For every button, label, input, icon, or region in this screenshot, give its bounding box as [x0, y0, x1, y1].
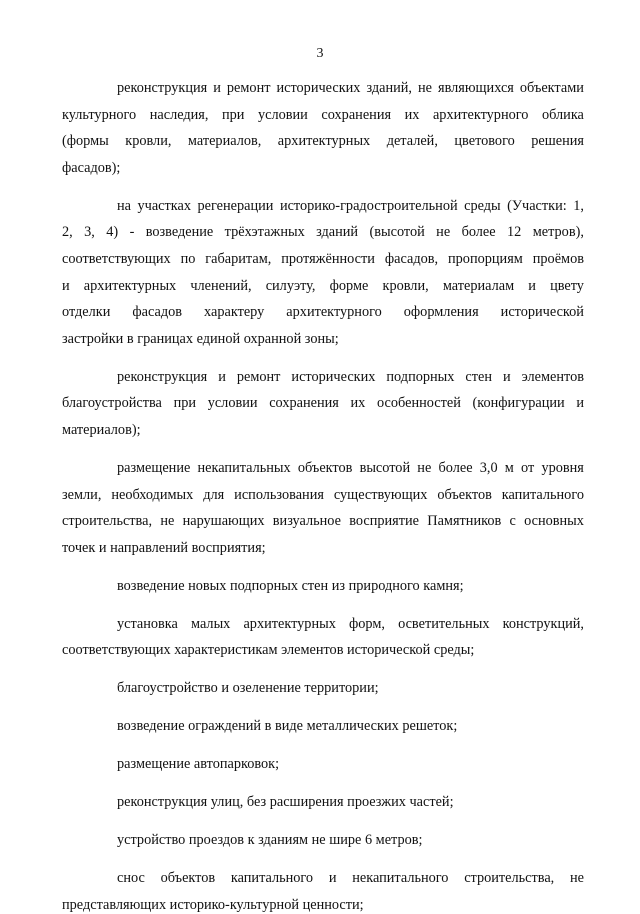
- word: м: [504, 460, 514, 476]
- word: необходимых: [111, 487, 194, 503]
- word: и: [218, 369, 226, 385]
- word: стен: [465, 369, 492, 385]
- word: соответствующих: [62, 251, 171, 267]
- word: 3,0: [479, 460, 498, 476]
- word: для: [203, 487, 225, 503]
- word: архитектурного: [286, 304, 382, 320]
- word: 12: [507, 224, 522, 240]
- text-line: [62, 394, 584, 412]
- word: участках: [137, 198, 191, 214]
- word: зданий,: [366, 80, 413, 96]
- word: отделки: [62, 304, 111, 320]
- word: некапитальных: [197, 460, 291, 476]
- word: капитального: [501, 487, 584, 503]
- word: капитального: [230, 870, 314, 886]
- word: исторических: [276, 80, 361, 96]
- word: не: [418, 80, 433, 96]
- word: цветового: [454, 133, 515, 149]
- word: их: [350, 395, 366, 411]
- text-line: [117, 368, 584, 386]
- word: решения: [531, 133, 584, 149]
- text-line: [62, 486, 584, 504]
- text-line: устройство проездов к зданиям не шире 6 метров;: [117, 832, 423, 848]
- word: и: [328, 870, 337, 886]
- word: регенерации: [197, 198, 274, 214]
- word: существующих: [333, 487, 428, 503]
- text-line: реконструкция улиц, без расширения проезжих частей;: [117, 794, 454, 810]
- text-line: [117, 79, 584, 97]
- text-line: [62, 106, 584, 124]
- word: при: [222, 107, 245, 123]
- word: габаритам,: [205, 251, 272, 267]
- word: реконструкция: [117, 369, 208, 385]
- word: деталей,: [386, 133, 438, 149]
- word: материалам: [442, 278, 515, 294]
- word: среды: [464, 198, 501, 214]
- text-line: застройки в границах единой охранной зоны;: [62, 331, 339, 347]
- word: материалов,: [187, 133, 262, 149]
- text-line: [62, 132, 584, 150]
- word: визуальное: [272, 513, 341, 529]
- word: трёхэтажных: [224, 224, 305, 240]
- word: ремонт: [226, 80, 271, 96]
- word: фасадов: [132, 304, 183, 320]
- word: благоустройства: [62, 395, 162, 411]
- text-line: [62, 250, 584, 268]
- word: некапитального: [352, 870, 449, 886]
- word: культурного: [62, 107, 137, 123]
- word: характеру: [204, 304, 265, 320]
- word: уровня: [541, 460, 584, 476]
- page-number: 3: [316, 46, 324, 61]
- word: фасадов,: [384, 251, 439, 267]
- word: сохранения: [321, 107, 392, 123]
- word: форме: [329, 278, 369, 294]
- word: от: [521, 460, 535, 476]
- word: при: [173, 395, 197, 411]
- word: с: [509, 513, 516, 529]
- text-line: возведение новых подпорных стен из природного камня;: [117, 578, 464, 594]
- word: метров),: [532, 224, 584, 240]
- text-line: [117, 459, 584, 477]
- text-line: [62, 223, 584, 241]
- word: их: [404, 107, 420, 123]
- word: силуэту,: [265, 278, 316, 294]
- word: зданий: [316, 224, 359, 240]
- text-line: [117, 197, 584, 215]
- word: объектов: [160, 870, 216, 886]
- word: осветительных: [398, 616, 490, 632]
- word: и: [576, 395, 584, 411]
- word: (высотой: [369, 224, 425, 240]
- word: (Участки:: [507, 198, 567, 214]
- word: 2,: [62, 224, 73, 240]
- text-line: благоустройство и озеленение территории;: [117, 680, 379, 696]
- text-line: соответствующих характеристикам элементов исторической среды;: [62, 642, 475, 658]
- text-line: точек и направлений восприятия;: [62, 540, 266, 556]
- word: земли,: [62, 487, 102, 503]
- word: Памятников: [427, 513, 502, 529]
- word: объектами: [519, 80, 584, 96]
- word: и: [502, 369, 511, 385]
- word: исторической: [500, 304, 584, 320]
- word: более: [438, 460, 473, 476]
- word: ремонт: [236, 369, 281, 385]
- text-line: [117, 869, 584, 887]
- word: не: [570, 870, 584, 886]
- word: пропорциям: [448, 251, 523, 267]
- word: конструкций,: [502, 616, 584, 632]
- word: архитектурных: [277, 133, 371, 149]
- word: и: [62, 278, 70, 294]
- word: 4): [106, 224, 119, 240]
- word: кровли,: [125, 133, 172, 149]
- word: более: [461, 224, 496, 240]
- text-line: фасадов);: [62, 160, 121, 176]
- word: проёмов: [532, 251, 584, 267]
- word: протяжённости: [281, 251, 375, 267]
- word: элементов: [521, 369, 584, 385]
- word: 1,: [573, 198, 584, 214]
- word: восприятие: [349, 513, 419, 529]
- word: размещение: [117, 460, 191, 476]
- word: 3,: [84, 224, 95, 240]
- text-line: материалов);: [62, 422, 141, 438]
- word: объектов: [297, 460, 353, 476]
- word: строительства,: [464, 870, 555, 886]
- word: облика: [541, 107, 584, 123]
- word: и: [213, 80, 221, 96]
- word: являющихся: [438, 80, 514, 96]
- word: не: [160, 513, 175, 529]
- word: установка: [117, 616, 178, 632]
- word: (формы: [62, 133, 109, 149]
- word: архитектурных: [243, 616, 336, 632]
- word: объектов: [437, 487, 492, 503]
- word: исторических: [291, 369, 376, 385]
- word: оформления: [403, 304, 479, 320]
- word: не: [436, 224, 451, 240]
- text-line: размещение автопарковок;: [117, 756, 280, 772]
- word: архитектурного: [432, 107, 529, 123]
- word: сохранения: [269, 395, 339, 411]
- word: снос: [117, 870, 145, 886]
- word: условии: [258, 107, 308, 123]
- word: (конфигурации: [472, 395, 565, 411]
- word: историко-градостроительной: [279, 198, 458, 214]
- word: -: [129, 224, 135, 240]
- word: членений,: [190, 278, 252, 294]
- word: наследия,: [149, 107, 209, 123]
- text-line: [62, 277, 584, 295]
- word: архитектурных: [83, 278, 177, 294]
- text-line: [62, 303, 584, 321]
- word: по: [180, 251, 196, 267]
- word: форм,: [348, 616, 385, 632]
- text-line: [117, 615, 584, 633]
- text-line: представляющих историко-культурной ценности;: [62, 897, 364, 913]
- word: строительства,: [62, 513, 153, 529]
- word: малых: [191, 616, 231, 632]
- word: и: [528, 278, 536, 294]
- word: подпорных: [386, 369, 455, 385]
- word: не: [417, 460, 432, 476]
- word: высотой: [359, 460, 411, 476]
- word: возведение: [145, 224, 214, 240]
- word: цвету: [550, 278, 584, 294]
- word: использования: [234, 487, 324, 503]
- word: кровли,: [382, 278, 429, 294]
- word: основных: [524, 513, 584, 529]
- text-line: возведение ограждений в виде металлических решеток;: [117, 718, 458, 734]
- word: нарушающих: [182, 513, 265, 529]
- text-line: [62, 512, 584, 530]
- word: особенностей: [377, 395, 461, 411]
- word: реконструкция: [117, 80, 208, 96]
- word: условии: [207, 395, 258, 411]
- word: на: [117, 198, 131, 214]
